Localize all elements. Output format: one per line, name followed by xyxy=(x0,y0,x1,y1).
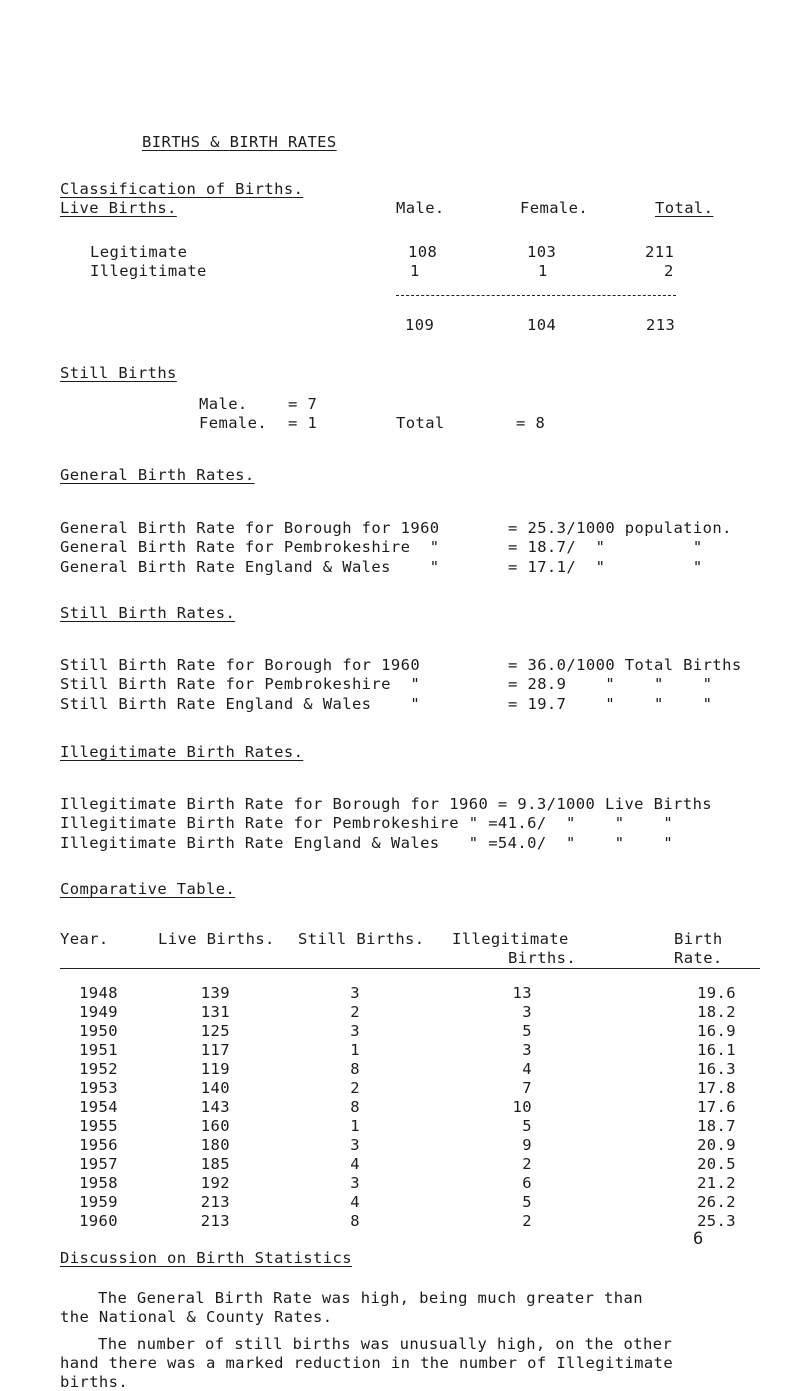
table-cell-rate: 17.6 xyxy=(697,1098,736,1116)
illegitimate-rate-pembrokeshire: Illegitimate Birth Rate for Pembrokeshire " =41.6/ " " " xyxy=(60,814,674,832)
table-cell-illeg: 2 xyxy=(522,1212,532,1230)
page-title: BIRTHS & BIRTH RATES xyxy=(142,133,337,151)
table-cell-rate: 16.3 xyxy=(697,1060,736,1078)
table-cell-still: 1 xyxy=(350,1041,360,1059)
header-female: Female. xyxy=(520,199,589,217)
still-rate-pembrokeshire-value: = 28.9 " " " xyxy=(508,675,713,693)
table-cell-still: 3 xyxy=(350,1174,360,1192)
discussion-p2-line2: hand there was a marked reduction in the number of Illegitimate xyxy=(60,1354,674,1372)
illegitimate-male: 1 xyxy=(410,262,420,280)
table-cell-rate: 17.8 xyxy=(697,1079,736,1097)
table-cell-still: 8 xyxy=(350,1098,360,1116)
discussion-p2-line3: births. xyxy=(60,1373,129,1391)
still-rate-borough-label: Still Birth Rate for Borough for 1960 xyxy=(60,656,421,674)
table-cell-still: 8 xyxy=(350,1212,360,1230)
still-female-label: Female. xyxy=(199,414,268,432)
illegitimate-total: 2 xyxy=(664,262,674,280)
row-label-legitimate: Legitimate xyxy=(90,243,188,261)
table-cell-live: 213 xyxy=(200,1212,230,1230)
table-cell-year: 1952 xyxy=(79,1060,118,1078)
general-rate-pembrokeshire-label: General Birth Rate for Pembrokeshire " xyxy=(60,538,440,556)
still-total-label: Total xyxy=(396,414,445,432)
table-cell-live: 117 xyxy=(200,1041,230,1059)
col-header-live-births: Live Births. xyxy=(158,930,275,948)
table-cell-year: 1954 xyxy=(79,1098,118,1116)
still-rate-england-label: Still Birth Rate England & Wales " xyxy=(60,695,421,713)
table-cell-rate: 18.7 xyxy=(697,1117,736,1135)
header-total: Total. xyxy=(655,199,714,217)
col-header-year: Year. xyxy=(60,930,109,948)
table-cell-illeg: 5 xyxy=(522,1117,532,1135)
total-female: 104 xyxy=(527,316,557,334)
table-cell-still: 2 xyxy=(350,1003,360,1021)
still-rates-heading: Still Birth Rates. xyxy=(60,604,236,622)
table-cell-still: 3 xyxy=(350,984,360,1002)
still-male-label: Male. xyxy=(199,395,248,413)
illegitimate-rate-england: Illegitimate Birth Rate England & Wales " =54.0/ " " " xyxy=(60,834,674,852)
table-cell-year: 1948 xyxy=(79,984,118,1002)
table-cell-illeg: 13 xyxy=(512,984,532,1002)
table-cell-live: 125 xyxy=(200,1022,230,1040)
col-header-births: Births. xyxy=(508,949,577,967)
general-rates-heading: General Birth Rates. xyxy=(60,466,255,484)
header-male: Male. xyxy=(396,199,445,217)
discussion-p2-line1: The number of still births was unusually high, on the other xyxy=(98,1335,673,1353)
general-rate-pembrokeshire-value: = 18.7/ " " xyxy=(508,538,703,556)
table-cell-rate: 20.9 xyxy=(697,1136,736,1154)
page-number: 6 xyxy=(693,1229,704,1249)
discussion-p1-line2: the National & County Rates. xyxy=(60,1308,333,1326)
table-cell-live: 185 xyxy=(200,1155,230,1173)
table-cell-rate: 16.1 xyxy=(697,1041,736,1059)
legitimate-female: 103 xyxy=(527,243,557,261)
illegitimate-female: 1 xyxy=(538,262,548,280)
illegitimate-rate-borough: Illegitimate Birth Rate for Borough for 1960 = 9.3/1000 Live Births xyxy=(60,795,713,813)
live-births-label: Live Births. xyxy=(60,199,177,217)
table-cell-illeg: 7 xyxy=(522,1079,532,1097)
general-rate-england-value: = 17.1/ " " xyxy=(508,558,703,576)
still-female-value: = 1 xyxy=(288,414,318,432)
comparative-heading: Comparative Table. xyxy=(60,880,236,898)
still-rate-england-value: = 19.7 " " " xyxy=(508,695,713,713)
general-rate-england-label: General Birth Rate England & Wales " xyxy=(60,558,440,576)
general-rate-borough-label: General Birth Rate for Borough for 1960 xyxy=(60,519,440,537)
table-cell-year: 1956 xyxy=(79,1136,118,1154)
still-births-heading: Still Births xyxy=(60,364,177,382)
still-total-value: = 8 xyxy=(516,414,546,432)
table-cell-live: 192 xyxy=(200,1174,230,1192)
legitimate-total: 211 xyxy=(645,243,675,261)
row-label-illegitimate: Illegitimate xyxy=(90,262,207,280)
table-cell-live: 213 xyxy=(200,1193,230,1211)
legitimate-male: 108 xyxy=(408,243,438,261)
table-cell-rate: 19.6 xyxy=(697,984,736,1002)
col-header-birth: Birth xyxy=(674,930,723,948)
table-cell-live: 119 xyxy=(200,1060,230,1078)
table-cell-rate: 21.2 xyxy=(697,1174,736,1192)
table-cell-still: 4 xyxy=(350,1193,360,1211)
still-rate-borough-value: = 36.0/1000 Total Births xyxy=(508,656,742,674)
table-cell-live: 143 xyxy=(200,1098,230,1116)
discussion-heading: Discussion on Birth Statistics xyxy=(60,1249,352,1267)
table-cell-year: 1955 xyxy=(79,1117,118,1135)
total-male: 109 xyxy=(405,316,435,334)
table-cell-illeg: 3 xyxy=(522,1003,532,1021)
subtotal-rule xyxy=(396,295,676,296)
table-cell-rate: 26.2 xyxy=(697,1193,736,1211)
table-cell-illeg: 4 xyxy=(522,1060,532,1078)
table-cell-still: 1 xyxy=(350,1117,360,1135)
discussion-p1-line1: The General Birth Rate was high, being much greater than xyxy=(98,1289,643,1307)
table-cell-live: 180 xyxy=(200,1136,230,1154)
table-cell-year: 1953 xyxy=(79,1079,118,1097)
table-cell-illeg: 3 xyxy=(522,1041,532,1059)
table-cell-year: 1957 xyxy=(79,1155,118,1173)
table-cell-live: 139 xyxy=(200,984,230,1002)
still-male-value: = 7 xyxy=(288,395,318,413)
table-cell-live: 131 xyxy=(200,1003,230,1021)
table-cell-still: 8 xyxy=(350,1060,360,1078)
table-cell-year: 1960 xyxy=(79,1212,118,1230)
still-rate-pembrokeshire-label: Still Birth Rate for Pembrokeshire " xyxy=(60,675,421,693)
table-cell-year: 1949 xyxy=(79,1003,118,1021)
table-cell-rate: 20.5 xyxy=(697,1155,736,1173)
table-cell-illeg: 6 xyxy=(522,1174,532,1192)
table-cell-live: 160 xyxy=(200,1117,230,1135)
table-cell-illeg: 9 xyxy=(522,1136,532,1154)
table-cell-illeg: 5 xyxy=(522,1193,532,1211)
table-cell-rate: 25.3 xyxy=(697,1212,736,1230)
total-total: 213 xyxy=(646,316,676,334)
table-cell-year: 1959 xyxy=(79,1193,118,1211)
table-cell-still: 3 xyxy=(350,1136,360,1154)
table-cell-live: 140 xyxy=(200,1079,230,1097)
table-cell-year: 1958 xyxy=(79,1174,118,1192)
table-cell-illeg: 10 xyxy=(512,1098,532,1116)
illegitimate-rates-heading: Illegitimate Birth Rates. xyxy=(60,743,304,761)
table-cell-still: 4 xyxy=(350,1155,360,1173)
table-cell-still: 3 xyxy=(350,1022,360,1040)
classification-heading: Classification of Births. xyxy=(60,180,304,198)
table-cell-rate: 18.2 xyxy=(697,1003,736,1021)
col-header-still-births: Still Births. xyxy=(298,930,425,948)
col-header-rate: Rate. xyxy=(674,949,723,967)
general-rate-borough-value: = 25.3/1000 population. xyxy=(508,519,732,537)
table-header-rule xyxy=(60,968,760,969)
table-cell-illeg: 2 xyxy=(522,1155,532,1173)
table-cell-year: 1950 xyxy=(79,1022,118,1040)
table-cell-rate: 16.9 xyxy=(697,1022,736,1040)
table-cell-still: 2 xyxy=(350,1079,360,1097)
table-cell-illeg: 5 xyxy=(522,1022,532,1040)
col-header-illegitimate: Illegitimate xyxy=(452,930,569,948)
table-cell-year: 1951 xyxy=(79,1041,118,1059)
